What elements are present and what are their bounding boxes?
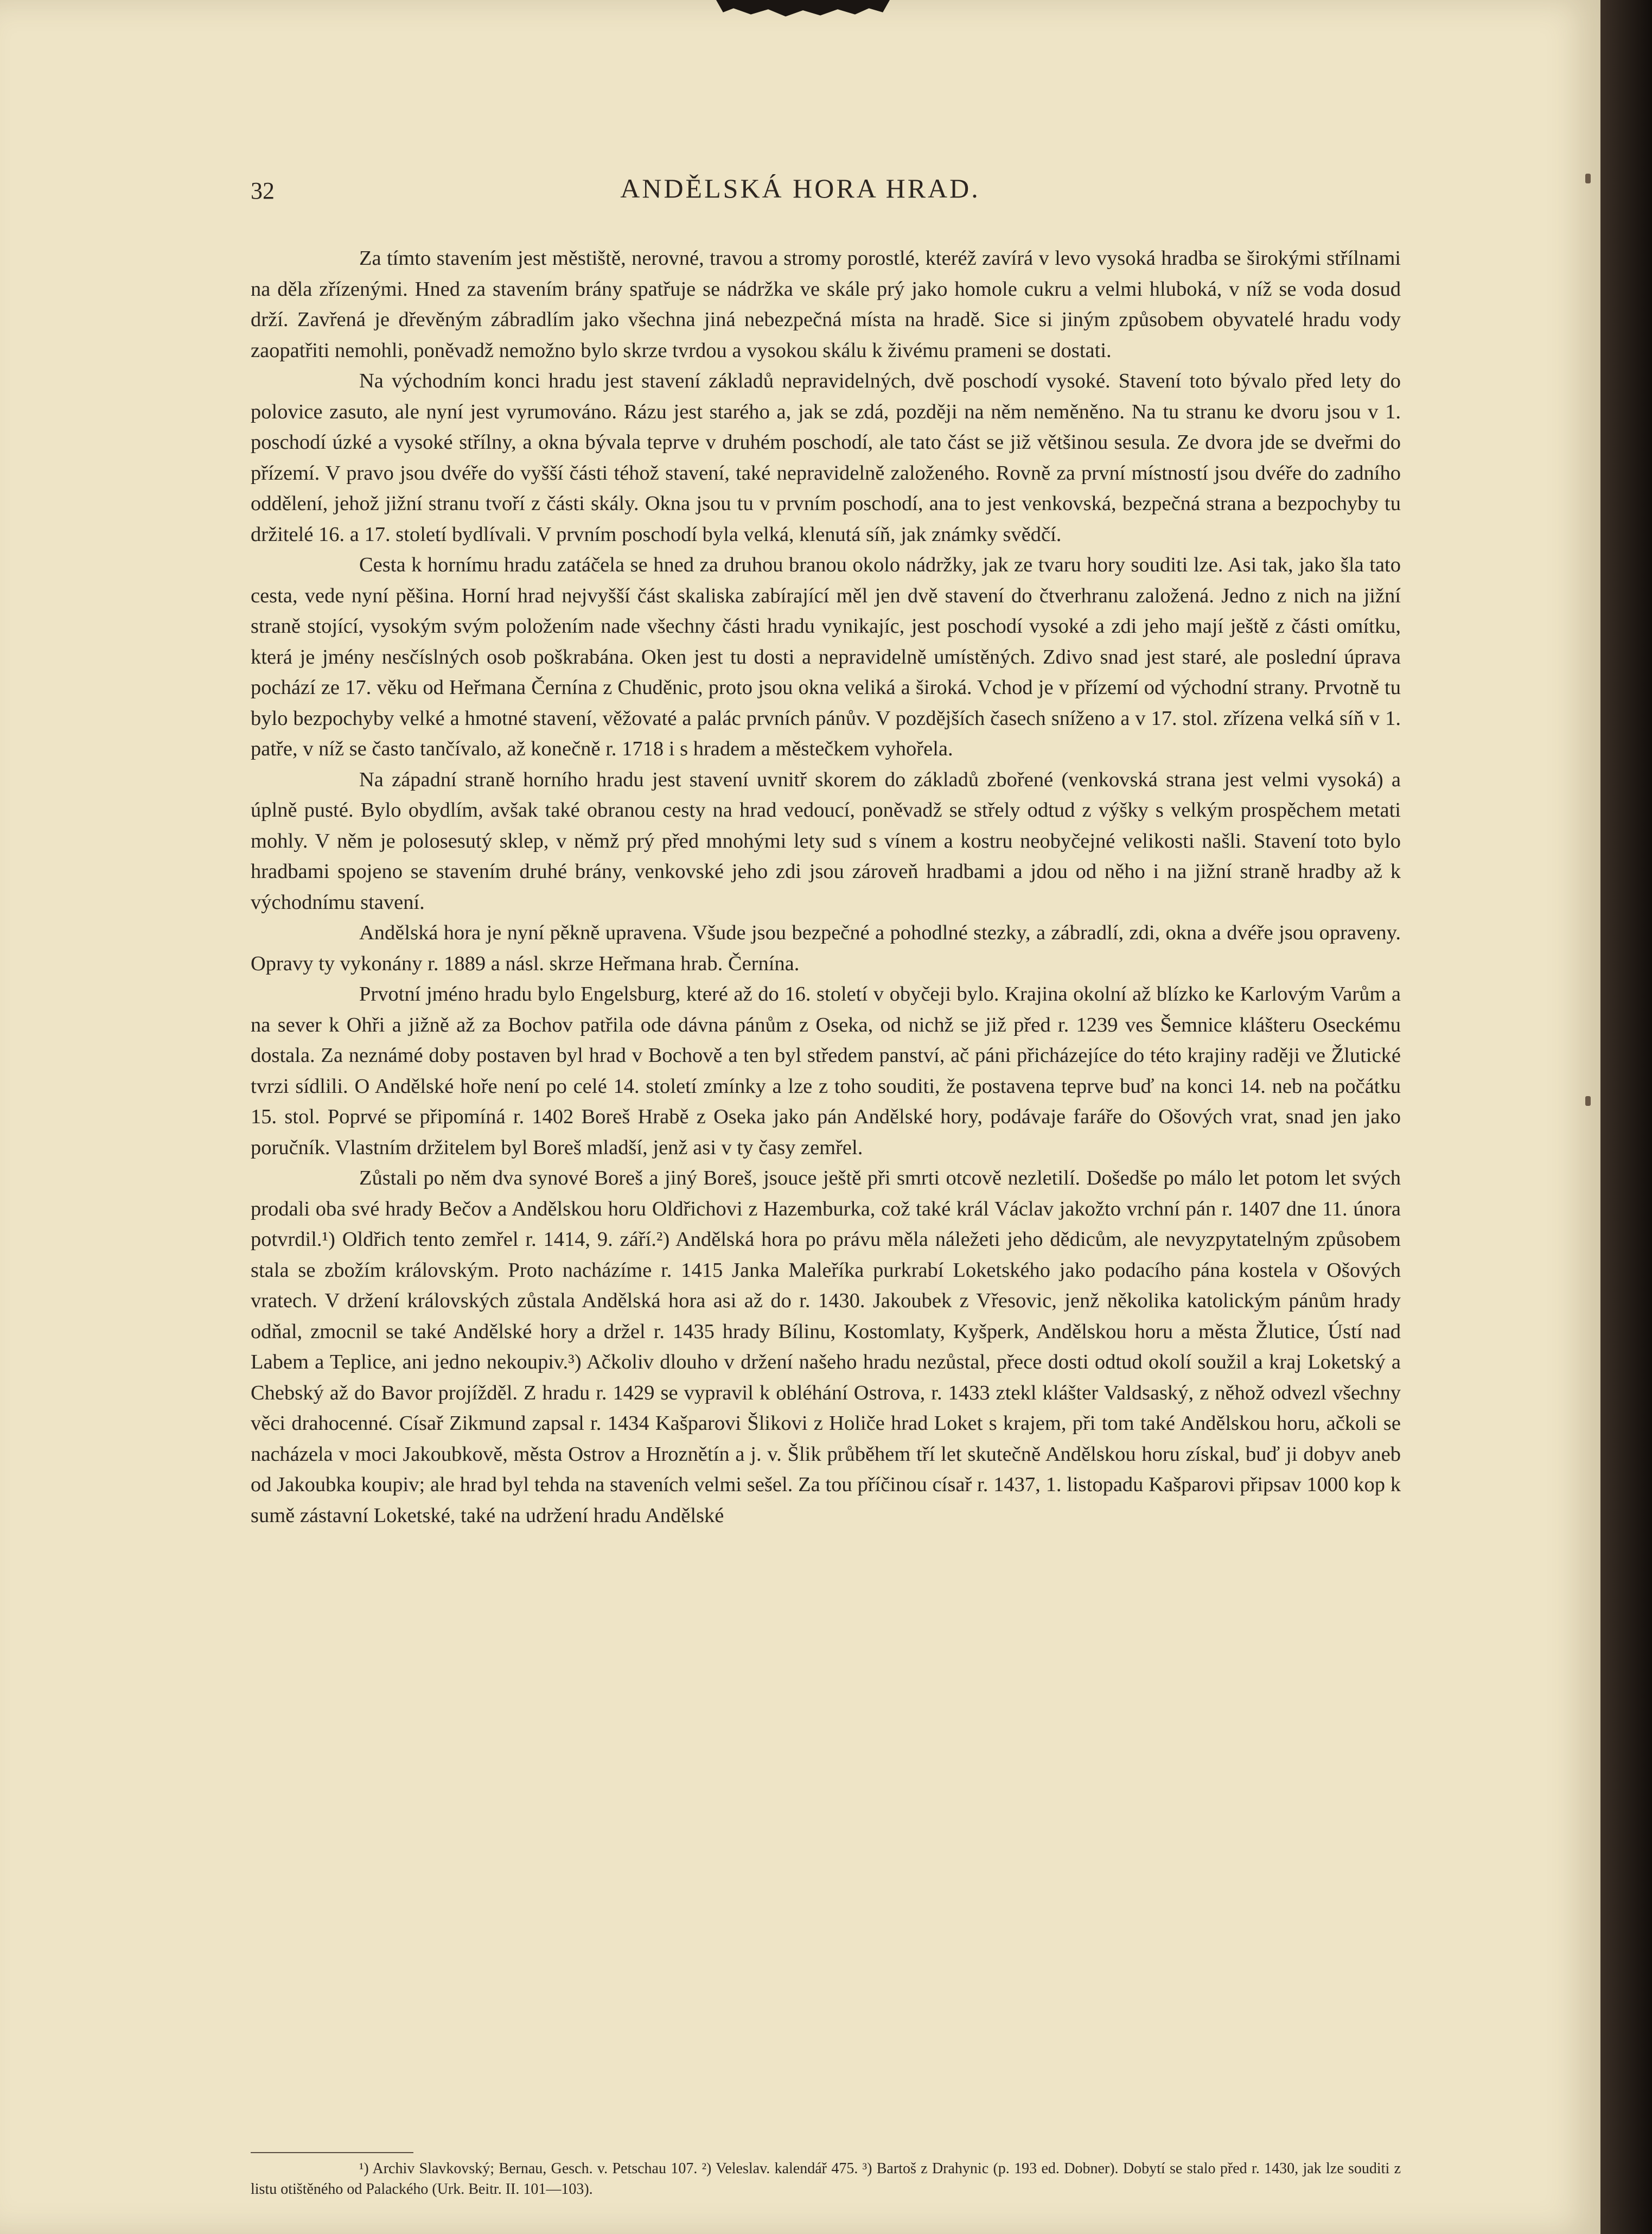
paragraph: Andělská hora je nyní pěkně upravena. Všude jsou bezpečné a pohodlné stezky, a zábradlí, zdi, okna a dvéře jsou opraveny. Opravy ty vykonány r. 1889 a násl. skrze Heřmana hrab. Černína.: [251, 921, 1401, 975]
paragraph: Zůstali po něm dva synové Boreš a jiný Boreš, jsouce ještě při smrti otcově nezletilí. Došedše po málo let potom let svých prodali oba své hrady Bečov a Andělskou horu Oldřichovi z Hazemburka, což také král Václav jakožto vrchní pán r. 1407 dne 11. února potvrdil.¹) Oldřich tento zemřel r. 1414, 9. září.²) Andělská hora po právu měla náležeti jeho dědicům, ale nevyzpytatelným způsobem stala se zbožím královským. Proto nacházíme r. 1415 Janka Maleříka purkrabí Loketského jako podacího pána kostela v Ošových vratech. V držení královských zůstala Andělská hora asi až do r. 1430. Jakoubek z Vřesovic, jenž několika katolickým pánům hrady odňal, zmocnil se také Andělské hory a držel r. 1435 hrady Bílinu, Kostomlaty, Kyšperk, Andělskou horu a města Žlutice, Ústí nad Labem a Teplice, ani jedno nekoupiv.³) Ačkoliv dlouho v držení našeho hradu nezůstal, přece dosti odtud okolí soužil a kraj Loketský a Chebský až do Bavor projížděl. Z hradu r. 1429 se vypravil k obléhání Ostrova, r. 1433 ztekl klášter Valdsaský, z něhož odvezl všechny věci drahocenné. Císař Zikmund zapsal r. 1434 Kašparovi Šlikovi z Holiče hrad Loket s krajem, při tom také Andělskou horu, ačkoli se nacházela v moci Jakoubkově, města Ostrov a Hroznětín a j. v. Šlik průběhem tří let skutečně Andělskou horu získal, buď ji dobyv aneb od Jakoubka koupiv; ale hrad byl tehda na staveních velmi sešel. Za tou příčinou císař r. 1437, 1. listopadu Kašparovi připsav 1000 kop k sumě zástavní Loketské, také na udržení hradu Andělské: [251, 1167, 1401, 1527]
torn-top-edge: [716, 0, 890, 21]
running-title: ANDĚLSKÁ HORA HRAD.: [620, 173, 980, 203]
page-header: [0, 173, 1600, 216]
paragraph: Za tímto stavením jest městiště, nerovné, travou a stromy porostlé, kteréž zavírá v levo vysoká hradba se širokými střílnami na děla zřízenými. Hned za stavením brány spatřuje se nádržka ve skále prý jako homole cukru a velmi hluboká, v níž se voda dosud drží. Zavřená je dřevěným zábradlím jako všechna jiná nebezpečná místa na hradě. Sice si jiným způsobem obyvatelé hradu vody zaopatřiti nemohli, poněvadž nemožno bylo skrze tvrdou a vysokou skálu k živému prameni se dostati.: [251, 247, 1401, 362]
paragraph: Na západní straně horního hradu jest stavení uvnitř skorem do základů zbořené (venkovská strana jest velmi vysoká) a úplně pusté. Bylo obydlím, avšak také obranou cesty na hrad vedoucí, poněvadž se střely odtud z výšky s velkým prospěchem metati mohly. V něm je polosesutý sklep, v němž prý před mnohými lety sud s vínem a kostru neobyčejné velikosti našli. Stavení toto bylo hradbami spojeno se stavením druhé brány, venkovské jeho zdi jsou zároveň hradbami a jdou od něho i na jižní straně hradby až k východnímu stavení.: [251, 768, 1401, 914]
page-edge-mark: [1585, 1096, 1591, 1106]
footnote-rule: [251, 2152, 413, 2153]
paragraph: Prvotní jméno hradu bylo Engelsburg, které až do 16. století v obyčeji bylo. Krajina okolní až blízko ke Karlovým Varům a na sever k Ohři a jižně až za Bochov patřila ode dávna pánům z Oseka, od nichž se již před r. 1239 ves Šemnice klášteru Oseckému dostala. Za neznámé doby postaven byl hrad v Bochově a ten byl středem panství, ač páni přicházejíce do této krajiny raději ve Žlutické tvrzi sídlili. O Andělské hoře není po celé 14. století zmínky a lze z toho souditi, že postavena teprve buď na konci 14. neb na počátku 15. stol. Poprvé se připomíná r. 1402 Boreš Hrabě z Oseka jako pán Andělské hory, podávaje faráře do Ošových vrat, snad jen jako poručník. Vlastním držitelem byl Boreš mladší, jenž asi v ty časy zemřel.: [251, 983, 1401, 1159]
book-binding-edge: [1600, 0, 1652, 2234]
paragraph: Na východním konci hradu jest stavení základů nepravidelných, dvě poschodí vysoké. Stavení toto bývalo před lety do polovice zasuto, ale nyní jest vyrumováno. Rázu jest starého a, jak se zdá, později na něm neměněno. Na tu stranu ke dvoru jsou v 1. poschodí úzké a vysoké střílny, a okna bývala teprve v druhém poschodí, ale tato část se již většinou sesula. Ze dvora jde se dveřmi do přízemí. V pravo jsou dvéře do vyšší části téhož stavení, také nepravidelně založeného. Rovně za první místností jsou dvéře do zadního oddělení, jehož jižní stranu tvoří z části skály. Okna jsou tu v prvním poschodí, ana to jest venkovská, bezpečná strana a bezpochyby tu držitelé 16. a 17. století bydlívali. V prvním poschodí byla velká, klenutá síň, jak známky svědčí.: [251, 370, 1401, 546]
page-number: 32: [251, 177, 275, 204]
footnote: ¹) Archiv Slavkovský; Bernau, Gesch. v. Petschau 107. ²) Veleslav. kalendář 475. ³) Bartoš z Drahynic (p. 193 ed. Dobner). Dobytí se stalo před r. 1430, jak lze souditi z listu otištěného od Palackého (Urk. Beitr. II. 101—103).: [251, 2160, 1401, 2198]
page-edge-mark: [1585, 174, 1591, 183]
footnotes: [251, 2159, 1401, 2200]
body-text: [251, 243, 1401, 1531]
paragraph: Cesta k hornímu hradu zatáčela se hned za druhou branou okolo nádržky, jak ze tvaru hory souditi lze. Asi tak, jako šla tato cesta, vede nyní pěšina. Horní hrad nejvyšší část skaliska zabírající měl jen dvě stavení do čtverhranu založená. Jedno z nich na jižní straně stojící, vysokým svým položením nade všechny části hradu vynikajíc, jest poschodí vysoké a zdi jeho mají ještě z části omítku, která je jmény nesčíslných osob poškrabána. Oken jest tu dosti a nepravidelně umístěných. Zdivo snad jest staré, ale poslední úprava pochází ze 17. věku od Heřmana Černína z Chuděnic, proto jsou okna veliká a široká. Vchod je v přízemí od východní strany. Prvotně tu bylo bezpochyby velké a hmotné stavení, věžovaté a palác prvních pánův. V pozdějších časech sníženo a v 17. stol. zřízena velká síň v 1. patře, v níž se často tančívalo, až konečně r. 1718 i s hradem a městečkem vyhořela.: [251, 553, 1401, 760]
